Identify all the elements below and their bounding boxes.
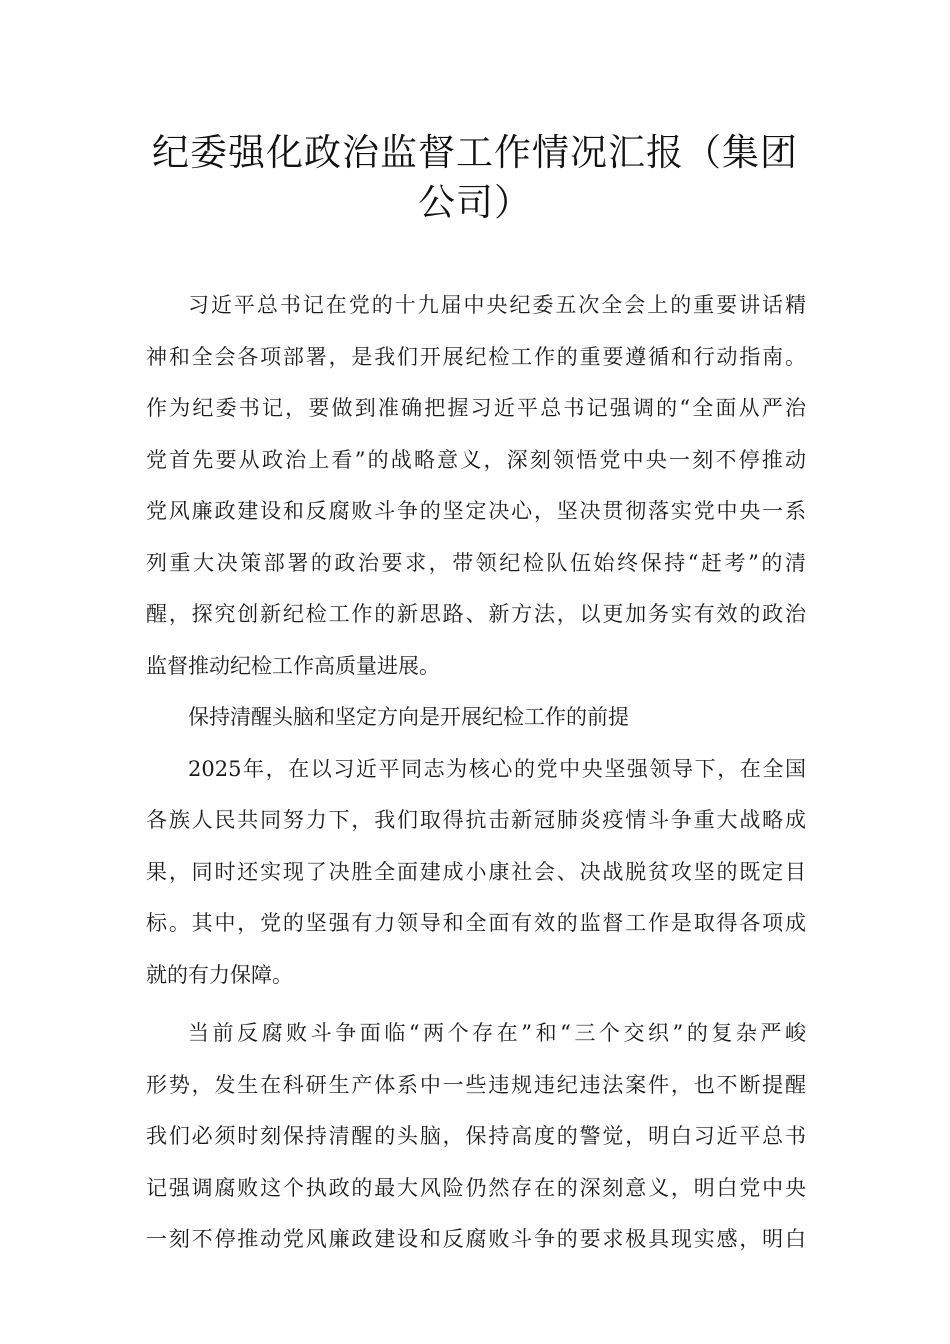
- text-line: 神和全会各项部署，是我们开展纪检工作的重要遵循和行动指南。: [146, 344, 806, 369]
- text-line: 监督推动纪检工作高质量进展。: [146, 653, 440, 678]
- text-line: 保持清醒头脑和坚定方向是开展纪检工作的前提: [188, 705, 629, 729]
- text-line: 作为纪委书记，要做到准确把握习近平总书记强调的“全面从严治: [146, 396, 806, 420]
- text-line: 形势，发生在科研生产体系中一些违规违纪违法案件，也不断提醒: [146, 1072, 806, 1097]
- section-heading: [146, 692, 806, 744]
- document-title: [140, 128, 810, 228]
- document-body: [146, 280, 806, 1266]
- text-line: 就的有力保障。: [146, 962, 293, 987]
- title-line-2: 公司）: [418, 181, 532, 224]
- paragraph-3: [146, 1008, 806, 1266]
- paragraph-1: [146, 280, 806, 692]
- text-line: 当前反腐败斗争面临“两个存在”和“三个交织”的复杂严峻: [188, 1021, 806, 1045]
- text-line: 习近平总书记在党的十九届中央纪委五次全会上的重要讲话精: [188, 293, 806, 317]
- text-line: 党首先要从政治上看”的战略意义，深刻领悟党中央一刻不停推动: [146, 447, 806, 472]
- text-line: 标。其中，党的坚强有力领导和全面有效的监督工作是取得各项成: [146, 911, 806, 935]
- text-line: 党风廉政建设和反腐败斗争的坚定决心，坚决贯彻落实党中央一系: [146, 499, 806, 523]
- text-line: 醒，探究创新纪检工作的新思路、新方法，以更加务实有效的政治: [146, 602, 806, 626]
- text-line: 列重大决策部署的政治要求，带领纪检队伍始终保持“赶考”的清: [146, 550, 806, 575]
- text-line: 果，同时还实现了决胜全面建成小康社会、决战脱贫攻坚的既定目: [146, 859, 806, 884]
- text-line: 我们必须时刻保持清醒的头脑，保持高度的警觉，明白习近平总书: [146, 1124, 806, 1148]
- text-line: 一刻不停推动党风廉政建设和反腐败斗争的要求极具现实感，明白: [146, 1227, 806, 1251]
- text-line: 2025年，在以习近平同志为核心的党中央坚强领导下，在全国: [188, 756, 806, 781]
- text-line: 记强调腐败这个执政的最大风险仍然存在的深刻意义，明白党中央: [146, 1175, 806, 1200]
- text-line: 各族人民共同努力下，我们取得抗击新冠肺炎疫情斗争重大战略成: [146, 808, 806, 832]
- paragraph-2: [146, 744, 806, 1002]
- title-line-1: 纪委强化政治监督工作情况汇报（集团: [152, 131, 798, 174]
